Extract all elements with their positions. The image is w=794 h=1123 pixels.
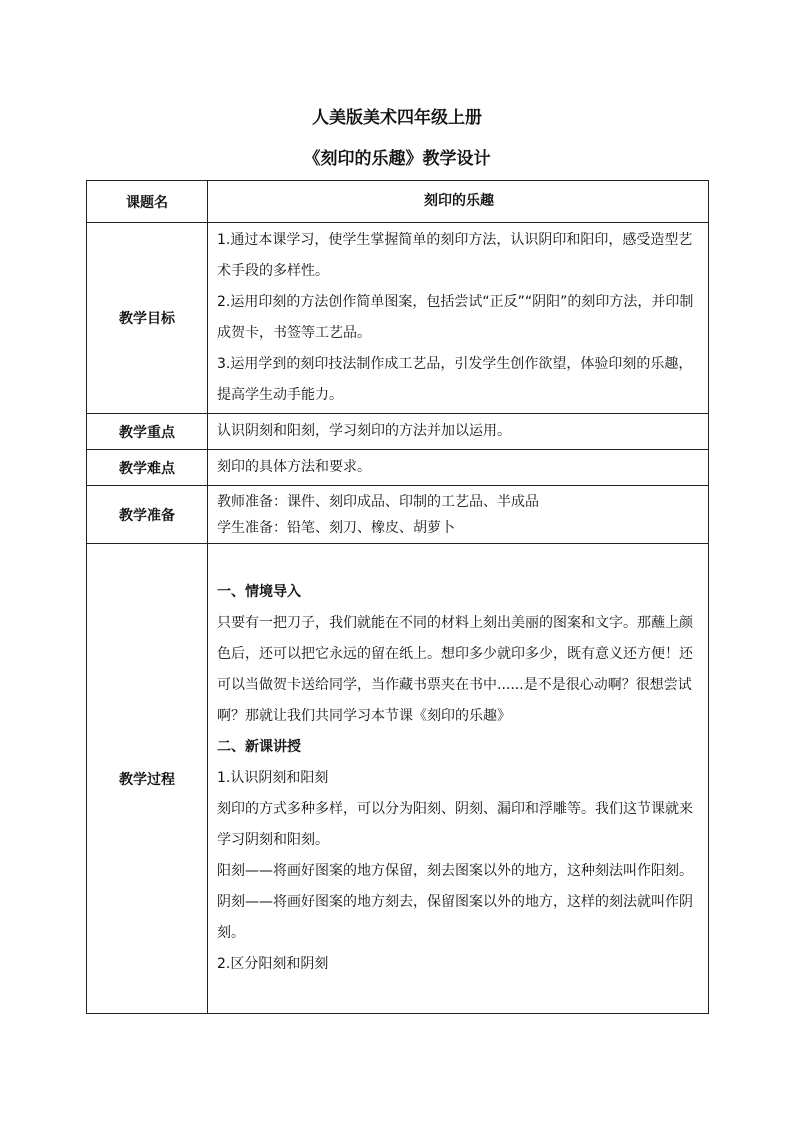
goals-content [208,223,709,414]
process-label: 教学过程 [87,544,208,1014]
lesson-plan-table [86,180,709,1014]
section-title: 二、新课讲授 [217,739,301,755]
preparation-student: 学生准备：铅笔、刻刀、橡皮、胡萝卜 [217,519,455,536]
section-paragraph: 阴刻——将画好图案的地方刻去，保留图案以外的地方，这样的刻法就叫作阴刻。 [217,894,693,941]
table-row-key-point [87,414,709,450]
list-item: 2.区分阳刻和阴刻 [217,956,329,972]
table-row-preparation [87,486,709,544]
preparation-teacher: 教师准备：课件、刻印成品、印制的工艺品、半成品 [217,493,539,510]
goal-item: 3.运用学到的刻印技法制作成工艺品，引发学生创作欲望，体验印刻的乐趣，提高学生动手能力。 [217,356,693,403]
topic-label: 课题名 [87,181,208,223]
difficulty-value: 刻印的具体方法和要求。 [208,450,709,486]
goals-label: 教学目标 [87,223,208,414]
section-title: 一、情境导入 [217,584,301,600]
goal-item: 2.运用印刻的方法创作简单图案，包括尝试“正反”“阴阳”的刻印方法，并印制成贺卡，书签等工艺品。 [217,294,694,341]
goal-item: 1.通过本课学习，使学生掌握简单的刻印方法，认识阴印和阳印，感受造型艺术手段的多样性。 [217,232,693,279]
section-paragraph: 刻印的方式多种多样，可以分为阳刻、阴刻、漏印和浮雕等。我们这节课就来学习阴刻和阳刻。 [217,801,693,848]
table-row-topic [87,181,709,223]
document-title: 人美版美术四年级上册 [312,108,482,128]
difficulty-label: 教学难点 [87,450,208,486]
table-row-goals [87,223,709,414]
section-paragraph: 只要有一把刀子，我们就能在不同的材料上刻出美丽的图案和文字。那蘸上颜色后，还可以把它永远的留在纸上。想印多少就印多少，既有意义还方便！还可以当做贺卡送给同学，当作藏书票夹在书中......是不是很心动啊？很想尝试啊？那就让我们共同学习本节课《刻印的乐趣》 [217,615,693,724]
table-row-difficulty [87,450,709,486]
key-point-value: 认识阴刻和阳刻，学习刻印的方法并加以运用。 [208,414,709,450]
key-point-label: 教学重点 [87,414,208,450]
table-row-process [87,544,709,1014]
document-subtitle: 《刻印的乐趣》教学设计 [303,149,491,169]
preparation-content [208,486,709,544]
topic-value: 刻印的乐趣 [208,181,709,223]
list-item: 1.认识阴刻和阳刻 [217,770,329,786]
section-paragraph: 阳刻——将画好图案的地方保留，刻去图案以外的地方，这种刻法叫作阳刻。 [217,863,693,879]
preparation-label: 教学准备 [87,486,208,544]
process-content [208,544,709,1014]
